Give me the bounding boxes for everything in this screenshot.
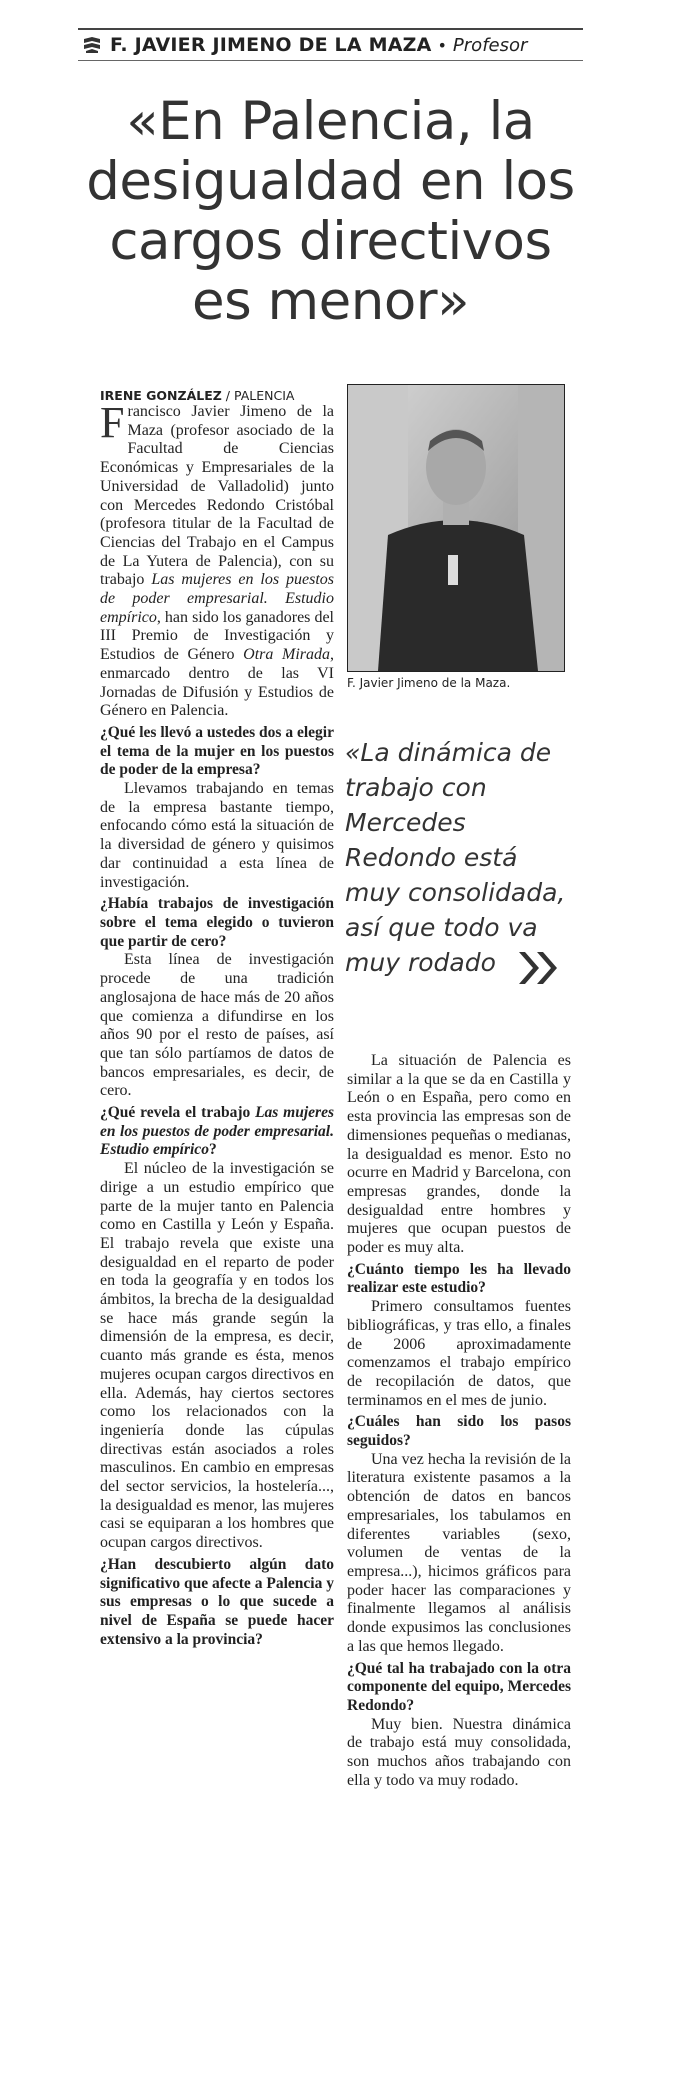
headline-line: es menor» xyxy=(191,271,470,332)
answer: Una vez hecha la revisión de la literatura existente pasamos a la obtención de datos en bancos empresariales, los tabulamos en diferentes variables (sexo, volumen de ventas de la empresa...), hicimos gráficos para poder hacer las comparaciones y finalmente llegamos al análisis donde expusimos las conclusiones a las que hemos llegado. xyxy=(347,1450,571,1655)
interviewee-role: Profesor xyxy=(452,34,528,56)
portrait-image xyxy=(348,385,564,671)
answer: Esta línea de investigación procede de una tradición anglosajona de hace más de 20 años que comienza a difundirse en los años 90 por el resto de países, así que tan sólo partíamos de datos de bancos empresariales, es decir, de cero. xyxy=(100,951,334,1100)
answer: El núcleo de la investigación se dirige a un estudio empírico que parte de la mujer tanto en Palencia como en Castilla y León y España. El trabajo revela que existe una desigualdad en el reparto de poder en toda la geografía y en todos los ámbitos, la brecha de la desigualdad se hace más grande según la dimensión de la empresa, es decir, cuanto más grande es ésta, menos mujeres ocupan cargos directivos en ella. Además, hay ciertos sectores como los relacionados con la ingeniería donde las cúpulas directivas están asociados a roles masculinos. En cambio en empresas del sector servicios, la hostelería..., la desigualdad es menor, las mujeres casi se equiparan a los hombres que ocupan cargos directivos. xyxy=(100,1160,334,1552)
drop-cap: F xyxy=(100,398,125,447)
portrait-photo xyxy=(347,384,565,672)
byline xyxy=(100,388,294,403)
question: ¿Qué les llevó a ustedes dos a elegir el tema de la mujer en los puestos de poder de la empresa? xyxy=(100,723,334,779)
byline-author: IRENE GONZÁLEZ xyxy=(100,388,222,403)
headline-line: cargos directivos xyxy=(109,211,552,272)
interviewee-name: F. JAVIER JIMENO DE LA MAZA xyxy=(110,34,432,56)
article-column-left xyxy=(100,398,334,1668)
answer: Primero consultamos fuentes bibliográficas, y tras ello, a finales de 2006 aproximadamente comenzamos el trabajo empírico de recopilación de datos, que terminamos en el mes de junio. xyxy=(347,1298,571,1409)
header-bullet: • xyxy=(437,35,447,55)
answer: Muy bien. Nuestra dinámica de trabajo está muy consolidada, son muchos años trabajando con ella y todo va muy rodado. xyxy=(347,1715,571,1789)
headline-line: desigualdad en los xyxy=(86,151,575,212)
answer: La situación de Palencia es similar a la que se da en Castilla y León o en España, pero como en esta provincia las empresas son de dimensiones pequeñas o medianas, la desigualdad es menor. Esto no ocurre en Madrid y Barcelona, con empresas grandes, donde la desigualdad entre hombres y mujeres que ocupan puestos de poder es muy alta. xyxy=(347,1052,571,1257)
pull-quote: «La dinámica de trabajo con Mercedes Redondo está muy consolidada, así que todo va muy rodado xyxy=(345,738,566,977)
headline-line: «En Palencia, la xyxy=(126,91,535,152)
question: ¿Qué revela el trabajo Las mujeres en los puestos de poder empresarial. Estudio empírico? xyxy=(100,1104,334,1159)
byline-place: / PALENCIA xyxy=(221,388,295,403)
question: ¿Cuánto tiempo les ha llevado realizar este estudio? xyxy=(347,1260,571,1297)
section-header xyxy=(78,28,583,61)
question: ¿Han descubierto algún dato significativo que afecte a Palencia y sus empresas o lo que sucede a nivel de España se puede hacer extensivo a la provincia? xyxy=(100,1555,334,1648)
photo-caption: F. Javier Jimeno de la Maza. xyxy=(347,676,511,690)
question: ¿Cuáles han sido los pasos seguidos? xyxy=(347,1413,571,1450)
publication-logo-icon xyxy=(82,36,102,54)
quote-arrows-icon xyxy=(515,950,565,986)
question: ¿Qué tal ha trabajado con la otra componente del equipo, Mercedes Redondo? xyxy=(347,1659,571,1714)
intro-paragraph: Francisco Javier Jimeno de la Maza (profesor asociado de la Facultad de Ciencias Económicas y Empresariales de la Universidad de Valladolid) junto con Mercedes Redondo Cristóbal (profesora titular de la Facultad de Ciencias del Trabajo en el Campus de La Yutera de Palencia), con su trabajo Las mujeres en los puestos de poder empresarial. Estudio empírico, han sido los ganadores del III Premio de Investigación y Estudios de Género Otra Mirada, enmarcado dentro de las VI Jornadas de Difusión y Estudios de Género en Palencia. xyxy=(100,398,334,720)
article-column-right xyxy=(347,1052,571,1790)
question: ¿Había trabajos de investigación sobre el tema elegido o tuvieron que partir de cero? xyxy=(100,895,334,950)
answer: Llevamos trabajando en temas de la empresa bastante tiempo, enfocando cómo está la situación de la diversidad de género y quisimos dar continuidad a esta línea de investigación. xyxy=(100,780,334,891)
headline xyxy=(78,92,583,332)
